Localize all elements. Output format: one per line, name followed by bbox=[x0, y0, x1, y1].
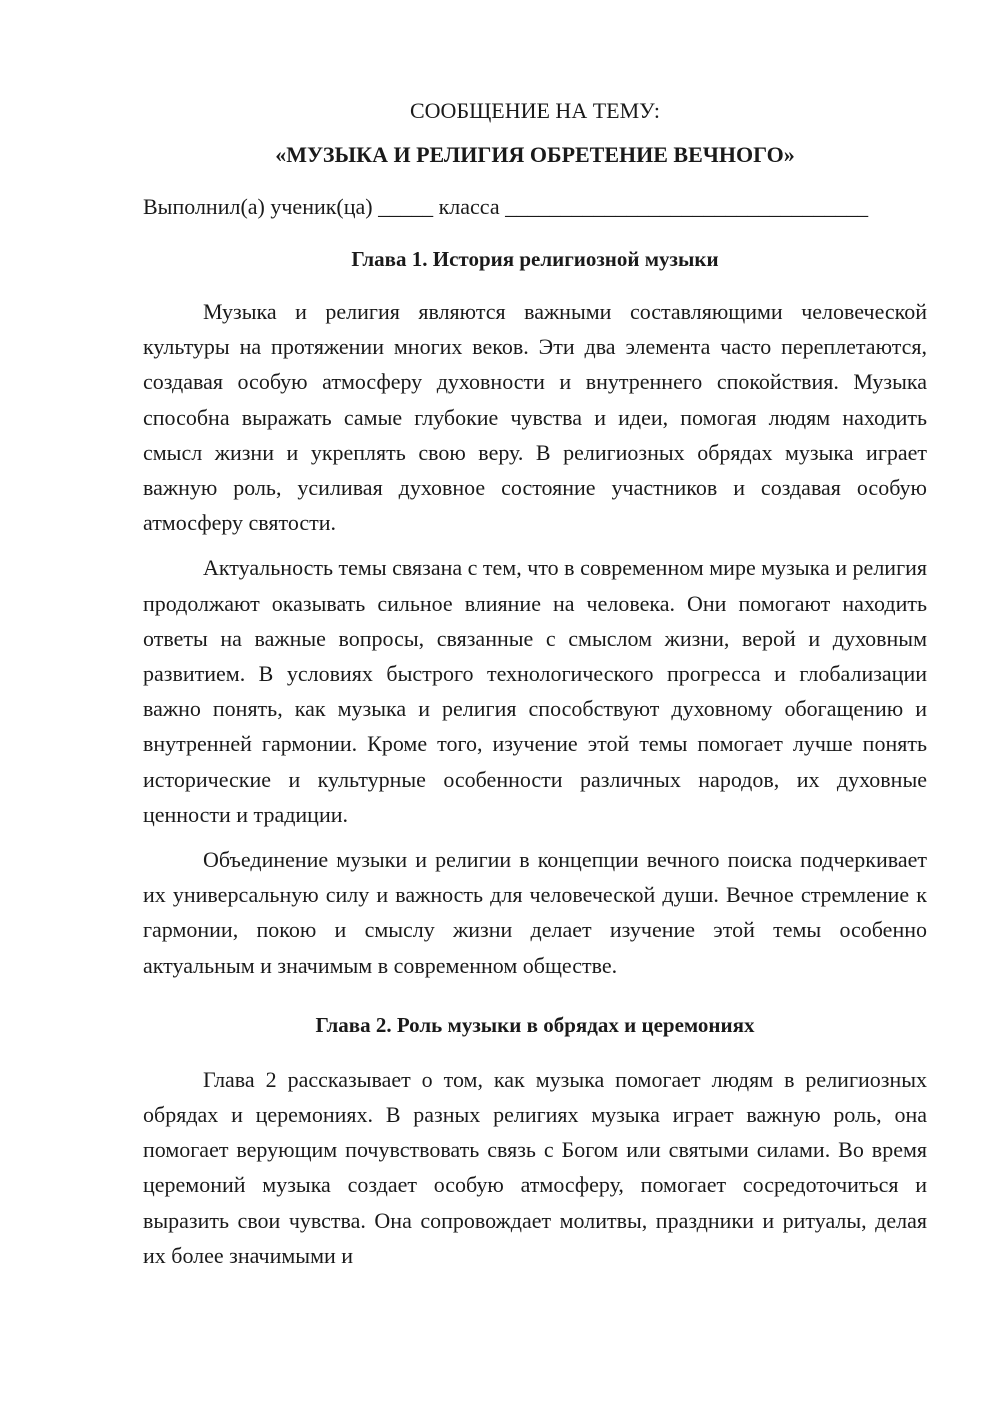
chapter-2-paragraph-1: Глава 2 рассказывает о том, как музыка помогает людям в религиозных обрядах и церемониях. В разных религиях музыка играет важную роль, она помогает верующим почувствовать связь с Богом или святыми силами. Во время церемоний музыка создает особую атмосферу, помогает сосредоточиться и выразить свои чувства. Она сопровождает молитвы, праздники и ритуалы, делая их более значимыми и bbox=[143, 1066, 927, 1268]
chapter-2-title: Глава 2. Роль музыки в обрядах и церемониях bbox=[315, 1012, 755, 1037]
document-title: «МУЗЫКА И РЕЛИГИЯ ОБРЕТЕНИЕ ВЕЧНОГО» bbox=[275, 142, 795, 167]
topic-label: СООБЩЕНИЕ НА ТЕМУ: bbox=[410, 98, 660, 123]
chapter-1-paragraph-3: Объединение музыки и религии в концепции вечного поиска подчеркивает их универсальную силу и важность для человеческой души. Вечное стремление к гармонии, покою и смыслу жизни делает изучение этой темы особенно актуальным и значимым в современном обществе. bbox=[143, 847, 927, 978]
chapter-1-paragraph-2: Актуальность темы связана с тем, что в современном мире музыка и религия продолжают оказывать сильное влияние на человека. Они помогают находить ответы на важные вопросы, связанные с смыслом жизни, верой и духовным развитием. В условиях быстрого технологического прогресса и глобализации важно понять, как музыка и религия способствуют духовному обогащению и внутренней гармонии. Кроме того, изучение этой темы помогает лучше понять исторические и культурные особенности различных народов, их духовные ценности и традиции. bbox=[143, 555, 927, 827]
document-page bbox=[143, 88, 927, 1273]
author-line: Выполнил(а) ученик(ца) _____ класса _________________________________ bbox=[143, 194, 869, 219]
chapter-1-title: Глава 1. История религиозной музыки bbox=[351, 247, 719, 271]
chapter-1-paragraph-1: Музыка и религия являются важными составляющими человеческой культуры на протяжении многих веков. Эти два элемента часто переплетаются, создавая особую атмосферу духовности и внутреннего спокойствия. Музыка способна выражать самые глубокие чувства и идеи, помогая людям находить смысл жизни и укреплять свою веру. В религиозных обрядах музыка играет важную роль, усиливая духовное состояние участников и создавая особую атмосферу святости. bbox=[143, 299, 927, 536]
